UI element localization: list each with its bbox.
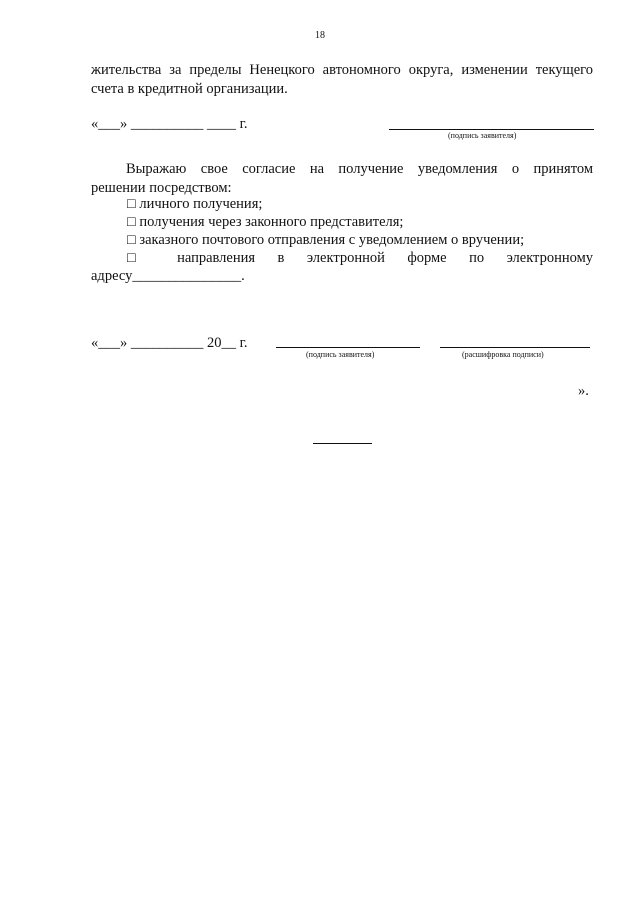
option-item: □ заказного почтового отправления с уведомлением о вручении; (127, 232, 525, 248)
date-row (91, 115, 248, 133)
signature-caption: (подпись заявителя) (448, 131, 517, 140)
date-day: «___» (91, 335, 128, 351)
date-day: «___» (91, 116, 128, 132)
end-divider (313, 443, 372, 444)
decryption-caption: (расшифровка подписи) (462, 350, 544, 359)
address-line: адресу_______________. (91, 268, 245, 284)
signature-line (276, 347, 420, 348)
consent-first-line: Выражаю свое согласие на получение уведомления о принятом (126, 161, 593, 177)
closing-quote: ». (578, 383, 589, 399)
date-row (91, 334, 248, 352)
date-month-blank: __________ (130, 335, 204, 351)
page-number: 18 (315, 30, 325, 41)
consent-line: решении посредством: (91, 180, 232, 196)
option-item: □ получения через законного представителя; (127, 214, 404, 230)
paragraph-line: счета в кредитной организации. (91, 81, 288, 97)
date-year: 20__ (207, 335, 236, 351)
option-item (127, 249, 593, 267)
signature-caption: (подпись заявителя) (306, 350, 375, 359)
date-suffix: г. (239, 335, 248, 351)
paragraph-line: жительства за пределы Ненецкого автономного округа, изменении текущего (91, 62, 593, 78)
date-suffix: г. (239, 116, 248, 132)
option-item: □ личного получения; (127, 196, 263, 212)
date-month-blank: __________ (130, 116, 204, 132)
decryption-line (440, 347, 590, 348)
date-year-blank: ____ (207, 116, 236, 132)
option-item-justified: □ направления в электронной форме по электронному (127, 250, 593, 266)
consent-line (91, 160, 593, 178)
signature-line (389, 129, 594, 130)
